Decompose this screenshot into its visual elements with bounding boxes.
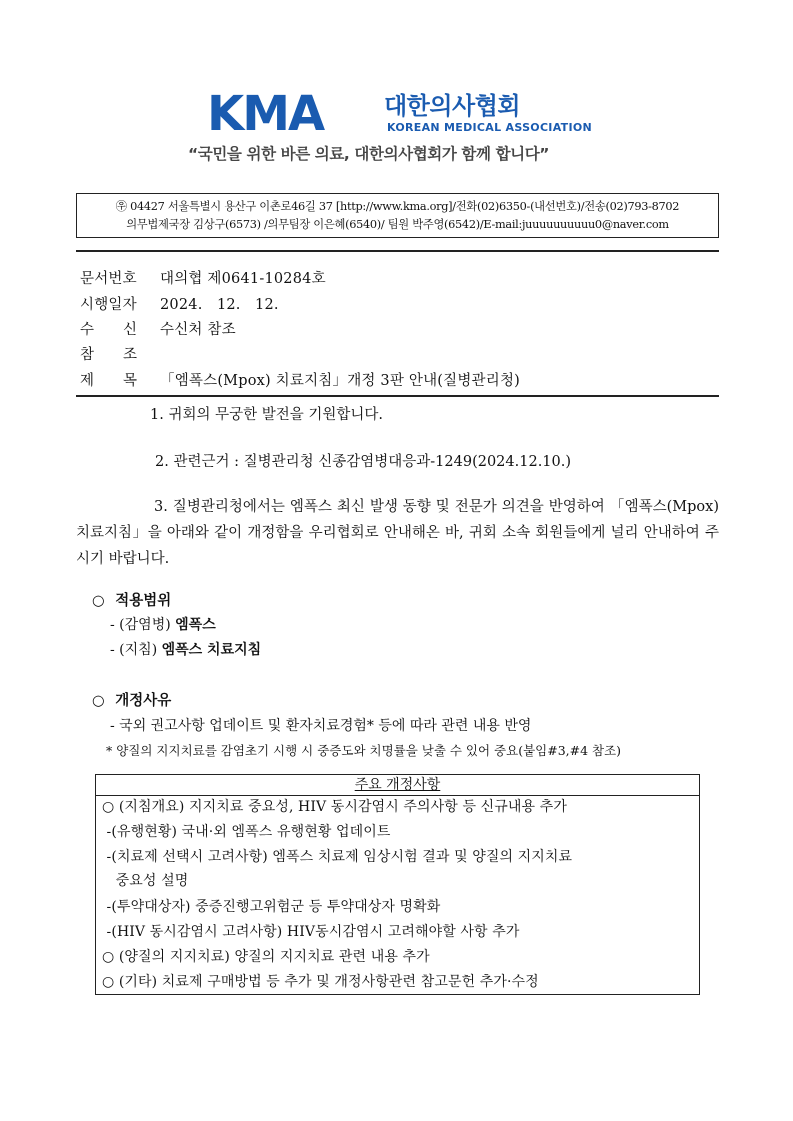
recipient-label: 수 신 bbox=[80, 322, 138, 338]
slogan: “국민을 위한 바른 의료, 대한의사협회가 함께 합니다” bbox=[188, 145, 550, 163]
table-row: -(HIV 동시감염시 고려사항) HIV동시감염시 고려해야할 사항 추가 bbox=[102, 924, 520, 940]
scope-heading bbox=[92, 591, 171, 611]
recipient-row bbox=[80, 320, 236, 340]
subject-value: 「엠폭스(Mpox) 치료지침」개정 3판 안내(질병관리청) bbox=[160, 373, 521, 389]
kma-logo-letters: KMA bbox=[207, 86, 324, 142]
scope-item-disease bbox=[110, 615, 216, 635]
recipient-value: 수신처 참조 bbox=[160, 322, 236, 338]
key-revisions-table bbox=[95, 774, 700, 995]
address-line-2: 의무법제국장 김상구(6573) /의무팀장 이은혜(6540)/ 팀원 박주영(6542)/E-mail:juuuuuuuuuu0@naver.com bbox=[126, 218, 669, 231]
doc-number-row bbox=[80, 269, 326, 289]
date-row bbox=[80, 295, 279, 315]
table-header-text: 주요 개정사항 bbox=[354, 777, 441, 793]
scope-item-guideline-value: 엠폭스 치료지침 bbox=[161, 642, 262, 658]
paragraph-1: 1. 귀회의 무궁한 발전을 기원합니다. bbox=[150, 407, 383, 423]
table-header bbox=[96, 775, 699, 796]
doc-number-label: 문서번호 bbox=[80, 271, 137, 287]
meta-divider bbox=[76, 395, 719, 397]
date-label: 시행일자 bbox=[80, 297, 137, 313]
contact-address-box bbox=[76, 193, 719, 238]
scope-item-guideline bbox=[110, 640, 261, 660]
reason-item: - 국외 권고사항 업데이트 및 환자치료경험* 등에 따라 관련 내용 반영 bbox=[110, 718, 532, 734]
paragraph-2: 2. 관련근거 : 질병관리청 신종감염병대응과-1249(2024.12.10.) bbox=[155, 454, 572, 470]
reason-circle-icon: ○ bbox=[92, 693, 105, 709]
paragraph-3: 3. 질병관리청에서는 엠폭스 최신 발생 동향 및 전문가 의견을 반영하여 「엠폭스(Mpox) 치료지침」을 아래와 같이 개정함을 우리협회로 안내해온 바, 귀회 소속 회원들에게 널리 안내하여 주시기 바랍니다. bbox=[76, 499, 719, 567]
subject-row bbox=[80, 371, 520, 391]
reason-title: 개정사유 bbox=[115, 693, 172, 709]
address-line-1: ㉾ 04427 서울특별시 용산구 이촌로46길 37 [http://www.kma.org]/전화(02)6350-(내선번호)/전송(02)793-8702 bbox=[115, 200, 680, 213]
reference-label: 참 조 bbox=[80, 347, 138, 363]
table-row: ○ (지침개요) 지지치료 중요성, HIV 동시감염시 주의사항 등 신규내용 추가 bbox=[102, 799, 567, 815]
subject-label: 제 목 bbox=[80, 373, 138, 389]
table-row: -(치료제 선택시 고려사항) 엠폭스 치료제 임상시험 결과 및 양질의 지지치료 bbox=[102, 849, 573, 865]
reason-footnote: * 양질의 지지치료를 감염초기 시행 시 중증도와 치명률을 낮출 수 있어 중요(붙임#3,#4 참조) bbox=[106, 743, 622, 758]
header-divider bbox=[76, 250, 719, 252]
scope-item-disease-value: 엠폭스 bbox=[175, 617, 216, 633]
reason-heading bbox=[92, 691, 171, 711]
reference-row bbox=[80, 345, 160, 365]
table-row: -(투약대상자) 중증진행고위험군 등 투약대상자 명확화 bbox=[102, 899, 441, 915]
scope-circle-icon: ○ bbox=[92, 593, 105, 609]
scope-title: 적용범위 bbox=[115, 593, 172, 609]
org-name-english: KOREAN MEDICAL ASSOCIATION bbox=[387, 121, 593, 134]
scope-item-disease-prefix: - (감염병) bbox=[110, 617, 171, 633]
table-row: ○ (기타) 치료제 구매방법 등 추가 및 개정사항관련 참고문헌 추가·수정 bbox=[102, 974, 539, 990]
scope-item-guideline-prefix: - (지침) bbox=[110, 642, 158, 658]
doc-number: 대의협 제0641-10284호 bbox=[160, 271, 326, 287]
table-row: 중요성 설명 bbox=[102, 873, 189, 889]
date-value: 2024. 12. 12. bbox=[160, 297, 279, 313]
org-name-korean: 대한의사협회 bbox=[384, 92, 521, 120]
table-row: ○ (양질의 지지치료) 양질의 지지치료 관련 내용 추가 bbox=[102, 949, 430, 965]
table-row: -(유행현황) 국내·외 엠폭스 유행현황 업데이트 bbox=[102, 824, 391, 840]
